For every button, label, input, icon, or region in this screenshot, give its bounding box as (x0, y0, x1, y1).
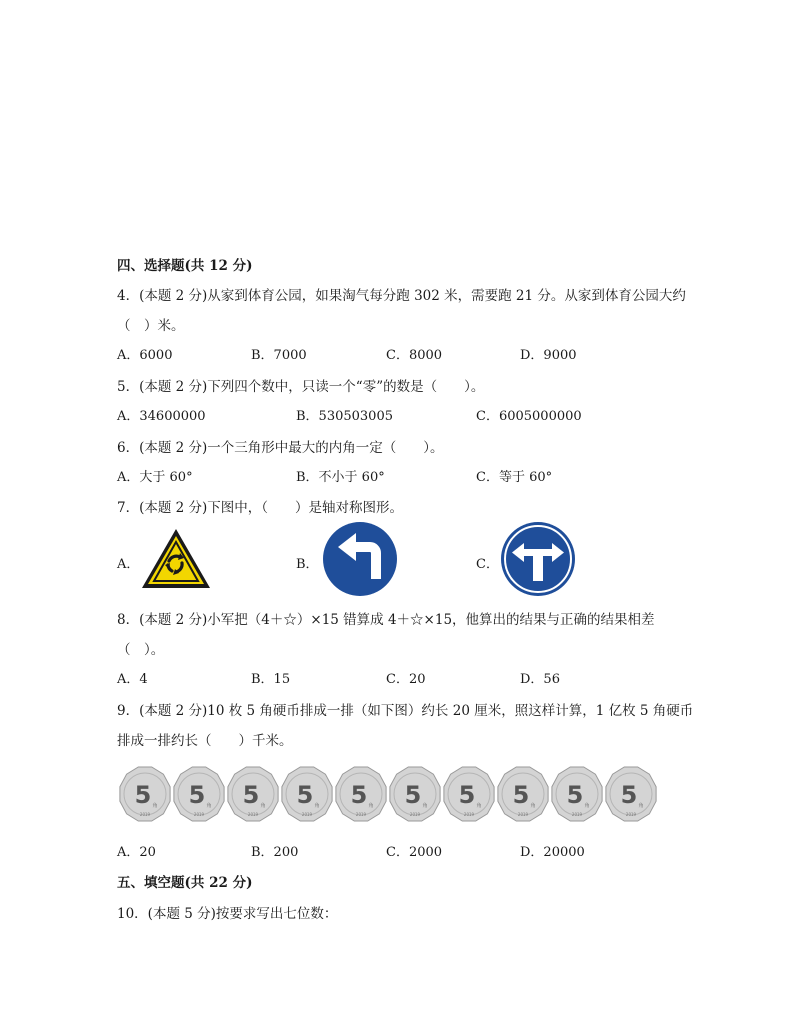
q4-option-d: D．9000 (520, 348, 577, 363)
q8-option-c: C．20 (386, 672, 426, 687)
question-9-text: 9．(本题 2 分)10 枚 5 角硬币排成一排（如下图）约长 20 厘米，照这样计算，1 亿枚 5 角硬币 (117, 703, 694, 719)
coin-icon (442, 764, 496, 824)
question-9-text-cont: 排成一排约长（ ）千米。 (117, 733, 293, 749)
q4-option-a: A．6000 (117, 348, 173, 363)
q9-option-c: C．2000 (386, 845, 443, 860)
q8-option-b: B．15 (251, 672, 291, 687)
coin-unit-label: 角 (152, 803, 158, 809)
coin-value-label: 5 (620, 781, 638, 809)
question-4-text-cont: （ ）米。 (117, 318, 185, 334)
coin-icon (118, 764, 172, 824)
coin-year-label: 2019 (193, 812, 205, 817)
question-7-text: 7．(本题 2 分)下图中，（ ）是轴对称图形。 (117, 500, 404, 516)
coin-icon (388, 764, 442, 824)
coin-unit-label: 角 (584, 803, 590, 809)
coin-year-label: 2019 (139, 812, 151, 817)
coin-value-label: 5 (512, 781, 530, 809)
section-5-title: 五、填空题(共 22 分) (117, 875, 253, 891)
question-4-text: 4．(本题 2 分)从家到体育公园，如果淘气每分跑 302 米，需要跑 21 分。从家到体育公园大约 (117, 288, 686, 304)
coin-year-label: 2019 (625, 812, 637, 817)
coin-value-label: 5 (350, 781, 368, 809)
q4-option-b: B．7000 (251, 348, 307, 363)
coin-unit-label: 角 (476, 803, 482, 809)
coin-icon (226, 764, 280, 824)
coin-value-label: 5 (188, 781, 206, 809)
q7-option-a: A． (117, 557, 140, 572)
coin-value-label: 5 (296, 781, 314, 809)
q7-option-b: B． (296, 557, 319, 572)
coin-unit-label: 角 (206, 803, 212, 809)
coin-year-label: 2019 (355, 812, 367, 817)
coin-unit-label: 角 (314, 803, 320, 809)
roundabout-warning-sign (140, 527, 212, 590)
coin-row (118, 764, 658, 824)
coin-icon (280, 764, 334, 824)
coin-icon (496, 764, 550, 824)
coin-year-label: 2019 (571, 812, 583, 817)
section-4-title: 四、选择题(共 12 分) (117, 258, 253, 274)
coin-unit-label: 角 (638, 803, 644, 809)
q5-option-c: C．6005000000 (476, 409, 582, 424)
q6-option-c: C．等于 60° (476, 470, 553, 485)
coin-year-label: 2019 (247, 812, 259, 817)
q5-option-b: B．530503005 (296, 409, 393, 424)
coin-icon (334, 764, 388, 824)
turn-left-sign (322, 521, 398, 597)
question-8-text: 8．(本题 2 分)小军把（4＋☆）×15 错算成 4＋☆×15，他算出的结果与正确的结果相差 (117, 612, 655, 628)
question-8-text-cont: （ ）。 (117, 642, 165, 658)
coin-value-label: 5 (134, 781, 152, 809)
q6-option-b: B．不小于 60° (296, 470, 385, 485)
coin-icon (172, 764, 226, 824)
coin-year-label: 2019 (517, 812, 529, 817)
coin-year-label: 2019 (301, 812, 313, 817)
coin-icon (604, 764, 658, 824)
q9-option-a: A．20 (117, 845, 156, 860)
question-5-text: 5．(本题 2 分)下列四个数中，只读一个“零”的数是（ ）。 (117, 379, 485, 395)
question-6-text: 6．(本题 2 分)一个三角形中最大的内角一定（ ）。 (117, 440, 444, 456)
coin-unit-label: 角 (422, 803, 428, 809)
coin-value-label: 5 (566, 781, 584, 809)
q5-option-a: A．34600000 (117, 409, 206, 424)
coin-year-label: 2019 (463, 812, 475, 817)
q7-option-c: C． (476, 557, 499, 572)
q9-option-b: B．200 (251, 845, 299, 860)
q8-option-a: A．4 (117, 672, 148, 687)
coin-year-label: 2019 (409, 812, 421, 817)
coin-unit-label: 角 (368, 803, 374, 809)
q9-option-d: D．20000 (520, 845, 585, 860)
coin-unit-label: 角 (530, 803, 536, 809)
coin-value-label: 5 (242, 781, 260, 809)
question-10-text: 10．(本题 5 分)按要求写出七位数： (117, 906, 338, 922)
left-right-turn-sign (500, 521, 576, 597)
coin-unit-label: 角 (260, 803, 266, 809)
q6-option-a: A．大于 60° (117, 470, 193, 485)
q8-option-d: D．56 (520, 672, 560, 687)
coin-value-label: 5 (458, 781, 476, 809)
coin-value-label: 5 (404, 781, 422, 809)
coin-icon (550, 764, 604, 824)
q4-option-c: C．8000 (386, 348, 443, 363)
